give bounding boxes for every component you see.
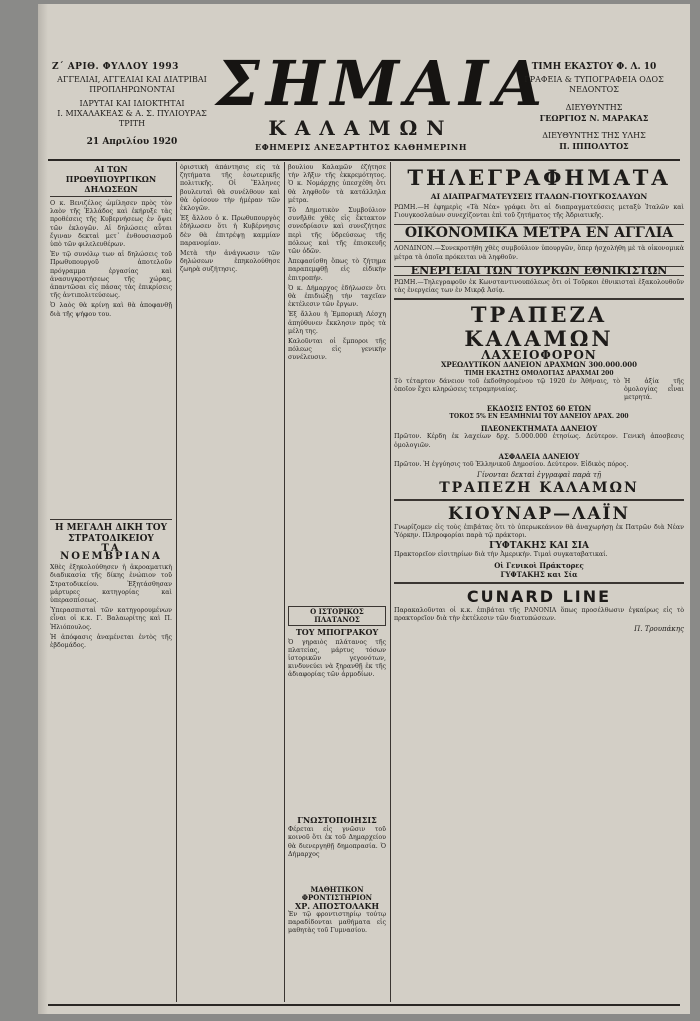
- cunard-greek-text: Γνωρίζομεν εἰς τοὺς ἐπιβάτας ὅτι τὸ ὑπερωκεάνιον θὰ ἀναχωρήσῃ ἐκ Πατρῶν διὰ Νέαν Ὑόρκην. Πληροφορίαι παρὰ τῷ πράκτορι.: [394, 524, 684, 540]
- article-paragraph: Ἐν τῷ συνόλῳ των αἱ δηλώσεις τοῦ Πρωθυπουργοῦ ἀποτελοῦν πρόγραμμα ἐργασίας καὶ ἀνασυγκροτήσεως τῆς χώρας, ἀπαντῶσαι εἰς πάσας τὰς ἐπικρίσεις τῆς ἀντιπολιτεύσεως.: [50, 251, 172, 300]
- article-paragraph: Ὁ γηραιὸς πλάτανος τῆς πλατείας, μάρτυς τόσων ἱστορικῶν γεγονότων, κινδυνεύει νὰ ξηρανθῇ ἐκ τῆς ἀδιαφορίας τῶν ἁρμοδίων.: [288, 638, 386, 679]
- cunard-line-headline: CUNARD LINE: [466, 586, 612, 606]
- director-name: ΓΕΩΡΓΙΟΣ Ν. ΜΑΡΑΚΑΣ: [539, 113, 649, 123]
- weekday: ΤΡΙΤΗ: [118, 119, 146, 128]
- offices-address: ΓΡΑΦΕΙΑ & ΤΥΠΟΓΡΑΦΕΙΑ ΟΔΟΣ ΝΕΔΟΝΤΟΣ: [524, 75, 664, 94]
- safety-text: Πρῶτον. Ἡ ἐγγύησις τοῦ Ἑλληνικοῦ Δημοσίου. Δεύτερον. Εἰδικὸς πόρος.: [394, 460, 629, 468]
- article-paragraph: Ἡ ἀπόφασις ἀναμένεται ἐντὸς τῆς ἑβδομάδος.: [50, 633, 172, 650]
- agent-signature-name: ΓΥΦΤΑΚΗΣ και Σία: [500, 569, 578, 579]
- newspaper-page: [38, 4, 690, 1014]
- cunard-line-text: Παρακαλοῦνται οἱ κ.κ. ἐπιβάται τῆς ΡΑΝΟΝΙΑ ὅπως προσέλθωσιν ἐγκαίρως εἰς τὸ πρακτορεῖον διὰ τὴν ἐκτέλεσιν τῶν διατυπώσεων.: [394, 606, 684, 623]
- notice-headline: ΓΝΩΣΤΟΠΟΙΗΣΙΣ: [297, 816, 377, 825]
- issue-date: 21 Απριλίου 1920: [86, 137, 178, 147]
- agent-text: Πρακτορεῖον εἰσιτηρίων διὰ τὴν Ἀμερικήν. Τιμαὶ συγκαταβατικαί.: [394, 550, 608, 558]
- bottom-rule: [48, 1004, 680, 1006]
- tutoring-ad: [288, 886, 386, 996]
- headline-pm-declarations: ΑΙ ΤΩΝ ΠΡΩΘΥΠΟΥΡΓΙΚΩΝ ΔΗΛΩΣΕΩΝ: [50, 164, 172, 197]
- turks-text: ΡΩΜΗ.—Τηλεγραφοῦν ἐκ Κωνσταντινουπόλεως ὅτι οἱ Τοῦρκοι ἐθνικισταὶ ἐξακολουθοῦν τὰς ἐνεργείας των ἐν Μικρᾷ Ἀσίᾳ.: [394, 279, 684, 295]
- telegrams-subhead: ΑΙ ΔΙΑΠΡΑΓΜΑΤΕΥΣΕΙΣ ΙΤΑΛΩΝ-ΓΙΟΥΓΚΟΣΛΑΥΩΝ: [430, 192, 648, 201]
- article-paragraph: Φέρεται εἰς γνῶσιν τοῦ κοινοῦ ὅτι ἐκ τοῦ Δημαρχείου θὰ διενεργηθῇ δημοπρασία. Ὁ Δήμαρχος: [288, 826, 386, 858]
- article-paragraph: Καλοῦνται οἱ ἔμποροι τῆς πόλεως εἰς γενικὴν συνέλευσιν.: [288, 338, 386, 362]
- plane-tree-headline: Ο ΙΣΤΟΡΙΚΟΣ ΠΛΑΤΑΝΟΣ: [288, 606, 386, 626]
- issue-number: Ζ΄ ΑΡΙΘ. ΦΥΛΛΟΥ 1993: [52, 62, 179, 72]
- newspaper-tagline: ΕΦΗΜΕΡΙΣ ΑΝΕΞΑΡΤΗΤΟΣ ΚΑΘΗΜΕΡΙΝΗ: [255, 142, 467, 152]
- section-rule: [394, 298, 684, 300]
- section-rule: [50, 519, 172, 520]
- notice-box: [288, 816, 386, 876]
- tutoring-name: ΧΡ. ΑΠΟΣΤΟΛΑΚΗ: [294, 901, 380, 912]
- section-rule: [394, 499, 684, 501]
- newspaper-title: ΣΗΜΑΙΑ: [216, 47, 549, 120]
- article-paragraph: Ὁ λαὸς θὰ κρίνῃ καὶ θὰ ἀποφανθῇ διὰ τῆς ψήφου του.: [50, 302, 172, 318]
- article-paragraph: βουλίου Καλαμῶν ἐζήτησε τὴν λῆξιν τῆς ἐκκρεμότητος. Ὁ κ. Νομάρχης ὑπεσχέθη ὅτι θὰ ληφθοῦν τὰ κατάλληλα μέτρα.: [288, 164, 386, 204]
- page-fold-shadow: [38, 4, 48, 1014]
- lottery-subhead: ΧΡΕΩΛΥΤΙΚΟΝ ΔΑΝΕΙΟΝ ΔΡΑΧΜΩΝ 300.000.000: [440, 359, 638, 369]
- founders-names: Ι. ΜΙΧΑΛΑΚΕΑΣ & Α. Σ. ΠΥΛΙΟΥΡΑΣ: [57, 109, 207, 118]
- masthead-right-block: [504, 62, 684, 151]
- article-paragraph: Τὸ Δημοτικὸν Συμβούλιον συνῆλθε χθὲς εἰς ἔκτακτον συνεδρίασιν καὶ συνεζήτησε περὶ τῆς ὑδρεύσεως τῆς πόλεως καὶ τῆς ἐπισκευῆς τῶν ὁδῶν.: [288, 207, 386, 256]
- director-label: ΔΙΕΥΘΥΝΤΗΣ: [565, 103, 623, 112]
- masthead-left-block: [52, 62, 212, 147]
- plane-tree-box: [288, 606, 386, 766]
- article-paragraph: Ἐξ ἄλλου ὁ κ. Πρωθυπουργὸς ἐδήλωσεν ὅτι ἡ Κυβέρνησις δὲν θὰ ἐπιτρέψῃ καμμίαν παρανομίαν.: [180, 215, 280, 247]
- subscriptions-line: Γίνονται δεκταὶ ἐγγραφαὶ παρὰ τῇ: [476, 471, 602, 480]
- cunard-greek-headline: ΚΙΟΥΝΑΡ—ΛΑΪΝ: [447, 504, 631, 525]
- tutoring-headline: ΜΑΘΗΤΙΚΟΝ ΦΡΟΝΤΙΣΤΗΡΙΟΝ: [301, 886, 373, 903]
- bank-footer-name: ΤΡΑΠΕΖΗ ΚΑΛΑΜΩΝ: [439, 480, 639, 497]
- agent-headline: ΓΥΦΤΑΚΗΣ ΚΑΙ ΣΙΑ: [489, 541, 589, 552]
- issue-terms-subhead: ΤΟΚΟΣ 5% ΕΝ ΕΞΑΜΗΝΙΑΙ ΤΟΥ ΔΑΝΕΙΟΥ ΔΡΑΧ. 200: [449, 413, 629, 421]
- article-paragraph: Μετὰ τὴν ἀνάγνωσιν τῶν δηλώσεων ἐπηκολούθησε ζωηρὰ συζήτησις.: [180, 250, 280, 274]
- column-divider: [284, 162, 285, 1002]
- article-paragraph: ὁριστικὴ ἀπάντησις εἰς τὰ ζητήματα τῆς ἐσωτερικῆς πολιτικῆς. Οἱ Ἕλληνες βουλευταὶ θὰ συνέλθουν καὶ θὰ ὁρίσουν τὴν ἡμέραν τῶν ἐκλογῶν.: [180, 164, 280, 213]
- lottery-side-note: Ἡ ἀξία τῆς ὁμολογίας εἶναι μετρητά.: [624, 377, 684, 402]
- article-paragraph: Χθὲς ἐξηκολούθησεν ἡ ἀκροαματικὴ διαδικασία τῆς δίκης ἐνώπιον τοῦ Στρατοδικείου. Ἐξητάσθησαν μάρτυρες κατηγορίας καὶ ὑπερασπίσεως.: [50, 564, 172, 605]
- economy-headline: ΟΙΚΟΝΟΜΙΚΑ ΜΕΤΡΑ ΕΝ ΑΓΓΛΙΑ: [394, 224, 684, 242]
- masthead-rule: [48, 159, 680, 161]
- editor-label: ΔΙΕΥΘΥΝΤΗΣ ΤΗΣ ΥΛΗΣ: [542, 131, 646, 140]
- lottery-price: ΤΙΜΗ ΕΚΑΣΤΗΣ ΟΜΟΛΟΓΙΑΣ ΔΡΑΧΜΑΙ 200: [464, 369, 614, 377]
- agent-signature-label: Οἱ Γενικοὶ Πράκτορες: [494, 560, 584, 570]
- article-paragraph: Ἐν τῷ φροντιστηρίῳ τούτῳ παραδίδονται μαθήματα εἰς μαθητὰς τοῦ Γυμνασίου.: [288, 910, 386, 935]
- article-paragraph: Ἐξ ἄλλου ἡ Ἐμπορικὴ Λέσχη ἀπηύθυνεν ἔκκλησιν πρὸς τὰ μέλη της.: [288, 311, 386, 335]
- newspaper-subtitle: ΚΑΛΑΜΩΝ: [268, 116, 454, 140]
- cunard-signature: Π. Τρουπάκης: [634, 625, 684, 634]
- lottery-body: [394, 378, 684, 405]
- advantages-headline: ΠΛΕΟΝΕΚΤΗΜΑΤΑ ΔΑΝΕΙΟΥ: [480, 424, 598, 434]
- founders-label: ΙΔΡΥΤΑΙ ΚΑΙ ΙΔΙΟΚΤΗΤΑΙ: [79, 99, 185, 108]
- lottery-headline: ΛΑΧΕΙΟΦΟΡΟΝ: [481, 348, 597, 363]
- article-paragraph: Ὑπερασπισταὶ τῶν κατηγορουμένων εἶναι οἱ κ.κ. Γ. Βαλαωρίτης καὶ Π. Ἠλιόπουλος.: [50, 607, 172, 631]
- ads-notice: ΑΓΓΕΛΙΑΙ, ΑΓΓΕΛΙΑΙ ΚΑΙ ΔΙΑΤΡΙΒΑΙ ΠΡΟΠΛΗΡΩΝΟΝΤΑΙ: [57, 75, 207, 94]
- advantages-text: Πρῶτον. Κέρδη ἐκ λαχείων δρχ. 5.000.000 ἐτησίως. Δεύτερον. Γενικὴ ἀποσβεσις ὁμολογιῶν.: [394, 433, 684, 449]
- issue-terms-headline: ΕΚΔΟΣΙΣ ΕΝΤΟΣ 60 ΕΤΩΝ: [486, 404, 592, 414]
- economy-text: ΛΟΝΔΙΝΟΝ.—Συνεκροτήθη χθὲς συμβούλιον ὑπουργῶν, ὅπερ ἠσχολήθη μὲ τὰ οἰκονομικὰ μέτρα τὰ ὁποῖα πρόκειται νὰ ληφθοῦν.: [394, 245, 684, 261]
- safety-headline: ΑΣΦΑΛΕΙΑ ΔΑΝΕΙΟΥ: [498, 451, 580, 461]
- turks-headline: ΕΝΕΡΓΕΙΑΙ ΤΩΝ ΤΟΥΡΚΩΝ ΕΘΝΙΚΙΣΤΩΝ: [394, 266, 684, 276]
- telegram-text: ΡΩΜΗ.—Η ἐφημερὶς «Τὰ Νέα» γράφει ὅτι αἱ διαπραγματεύσεις μεταξὺ Ἰταλῶν καὶ Γιουγκοσλαύων συνεχίζονται ἐπὶ τοῦ ζητήματος τῆς Ἀδριατικῆς.: [394, 204, 684, 220]
- column-3: [288, 164, 386, 604]
- headline-court-martial: Η ΜΕΓΑΛΗ ΔΙΚΗ ΤΟΥ ΣΤΡΑΤΟΔΙΚΕΙΟΥ: [54, 522, 168, 544]
- article-paragraph: Ὁ κ. Δήμαρχος ἐδήλωσεν ὅτι θὰ ἐπιδιώξῃ τὴν ταχεῖαν ἐκτέλεσιν τῶν ἔργων.: [288, 284, 386, 309]
- article-paragraph: Ἀπεφασίσθη ὅπως τὸ ζήτημα παραπεμφθῇ εἰς εἰδικὴν ἐπιτροπήν.: [288, 258, 386, 282]
- issue-price: ΤΙΜΗ ΕΚΑΣΤΟΥ Φ. Λ. 10: [531, 62, 657, 72]
- right-column: [394, 164, 684, 1004]
- column-divider: [176, 162, 177, 1002]
- subhead-november: ΤΑ ΝΟΕΜΒΡΙΑΝΑ: [60, 542, 162, 563]
- section-rule: [394, 582, 684, 584]
- column-2-lower: [180, 564, 280, 994]
- plane-tree-subhead: ΤΟΥ ΜΠΟΓΡΑΚΟΥ: [295, 627, 379, 638]
- column-divider: [390, 162, 391, 1002]
- editor-name: Π. ΙΠΠΟΛΥΤΟΣ: [559, 141, 629, 151]
- telegrams-headline: ΤΗΛΕΓΡΑΦΗΜΑΤΑ: [407, 165, 671, 190]
- article-paragraph: Ο κ. Βενιζέλος ὡμίλησεν πρὸς τὸν λαὸν τῆς Ἑλλάδος καὶ ἐκήρυξε τὰς προθέσεις τῆς Κυβερνήσεως ἐν ὄψει τῶν ἐκλογῶν. Αἱ δηλώσεις αὗται ἔγιναν δεκταὶ μετ᾽ ἐνθουσιασμοῦ ὑπὸ τῶν φιλελευθέρων.: [50, 200, 172, 249]
- lottery-text: Τὸ τέταρτον δάνειον τοῦ ἐκδοθησομένου τῷ 1920 ἐν Ἀθήναις, τὸ ὁποῖον ἔχει κληρώσεις τετραμηνιαίας.: [394, 377, 620, 393]
- bank-headline: ΤΡΑΠΕΖΑ ΚΑΛΑΜΩΝ: [464, 302, 614, 352]
- column-1: [50, 164, 172, 1004]
